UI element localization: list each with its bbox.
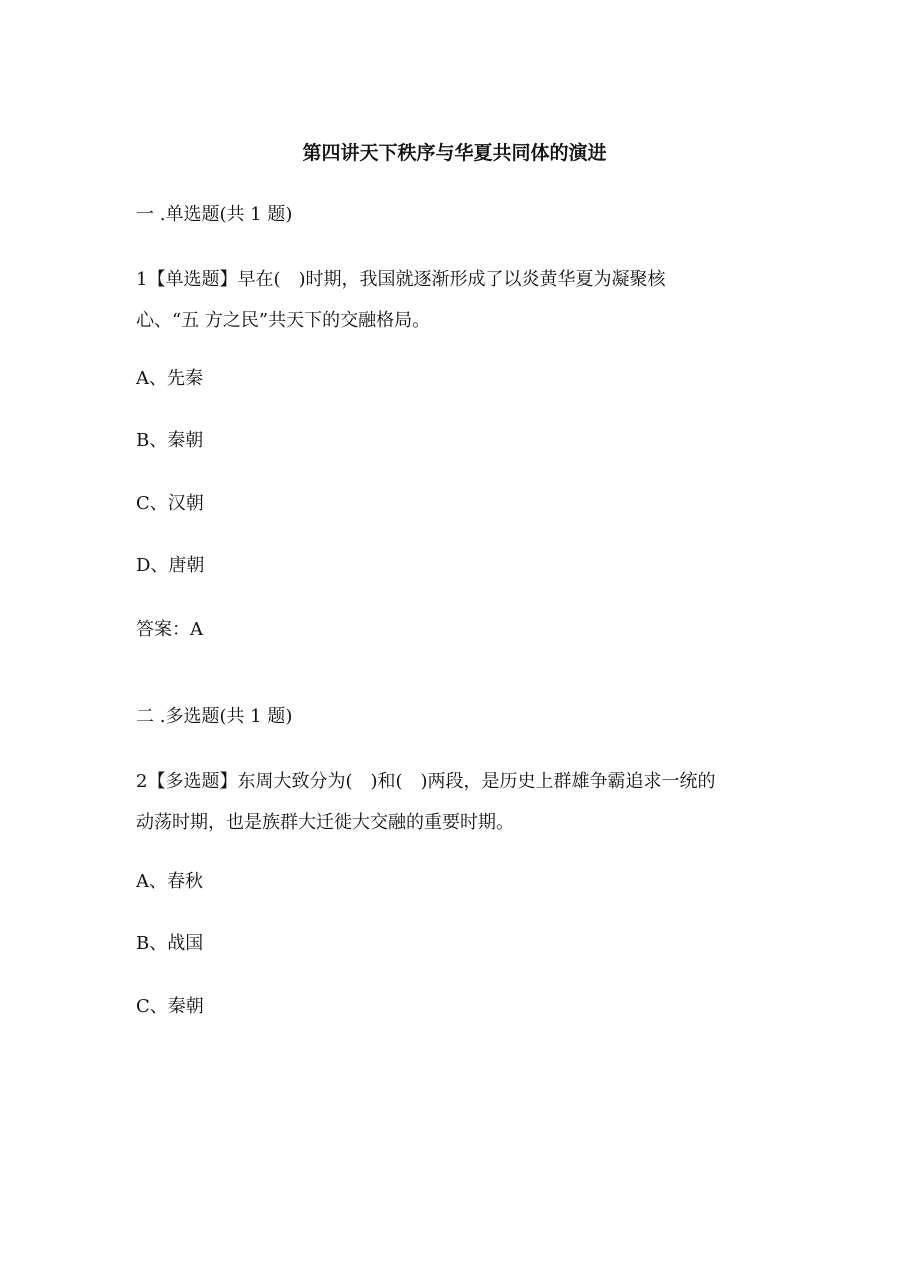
question-1-answer: 答案：A	[136, 619, 203, 640]
question-1-option-b: B、秦朝	[136, 430, 204, 451]
question-1-option-a: A、先秦	[136, 368, 203, 389]
section-heading-single-choice: 一 .单选题(共 1 题)	[136, 204, 293, 225]
section-heading-multiple-choice: 二 .多选题(共 1 题)	[136, 706, 293, 727]
question-2-option-c: C、秦朝	[136, 996, 204, 1017]
question-2-text-line-2: 动荡时期，也是族群大迁徙大交融的重要时期。	[136, 812, 514, 833]
question-1-option-c: C、汉朝	[136, 493, 204, 514]
question-2-text-line-1: 2【多选题】东周大致分为( )和( )两段，是历史上群雄争霸追求一统的	[136, 771, 716, 792]
question-2-option-b: B、战国	[136, 933, 204, 954]
page-title: 第四讲天下秩序与华夏共同体的演进	[302, 142, 607, 164]
question-2-option-a: A、春秋	[136, 871, 203, 892]
question-1-text-line-1: 1【单选题】早在( )时期，我国就逐渐形成了以炎黄华夏为凝聚核	[136, 269, 666, 290]
question-1-option-d: D、唐朝	[136, 555, 205, 576]
question-1-text-line-2: 心、“五 方之民”共天下的交融格局。	[136, 310, 431, 331]
